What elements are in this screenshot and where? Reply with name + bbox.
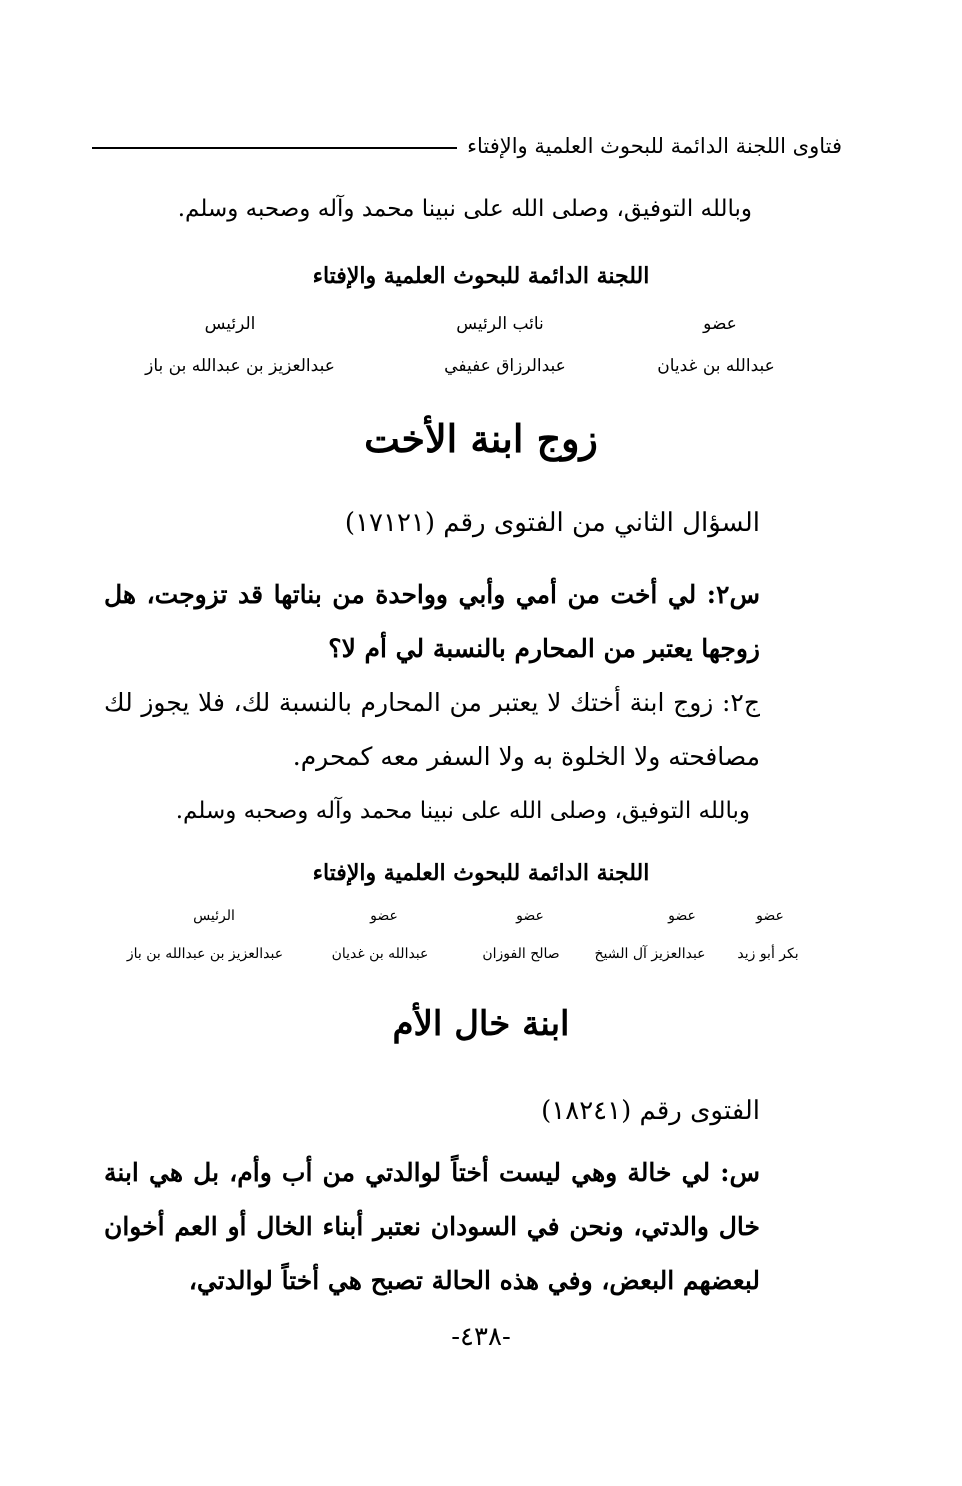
fatwa-title: ابنة خال الأم — [392, 1004, 570, 1044]
signature-name: عبدالعزيز بن عبدالله بن باز — [126, 946, 284, 962]
signature-name: بكر أبو زيد — [737, 946, 799, 962]
fatwa-title: زوج ابنة الأخت — [364, 416, 598, 461]
committee-name: اللجنة الدائمة للبحوث العلمية والإفتاء — [312, 860, 650, 886]
signature-role: عضو — [703, 314, 737, 334]
closing-line: وبالله التوفيق، وصلى الله على نبينا محمد وآله وصحبه وسلم. — [177, 196, 752, 222]
header-title: فتاوى اللجنة الدائمة للبحوث العلمية والإفتاء — [467, 134, 842, 158]
question-text: س: لي خالة وهي ليست أختاً لوالدتي من أب وأم، بل هي ابنة خال والدتي، ونحن في السودان نعتبر أبناء الخال أو العم أخوان لبعضهم البعض، وفي هذه الحالة تصبح هي أختاً لوالدتي، — [104, 1158, 760, 1295]
committee-name: اللجنة الدائمة للبحوث العلمية والإفتاء — [312, 263, 650, 289]
signature-role: عضو — [370, 908, 398, 924]
signature-role: عضو — [516, 908, 544, 924]
signature-role: الرئيس — [193, 908, 235, 924]
question-text: س٢: لي أخت من أمي وأبي وواحدة من بناتها قد تزوجت، هل زوجها يعتبر من المحارم بالنسبة لي أم لا؟ — [104, 580, 760, 663]
signature-role: عضو — [756, 908, 784, 924]
signature-name: صالح الفوزان — [482, 946, 560, 962]
signature-role: الرئيس — [204, 314, 256, 334]
signature-name: عبدالعزيز بن عبدالله بن باز — [145, 356, 335, 376]
page-number: -٤٣٨- — [451, 1322, 511, 1352]
fatwa-reference: الفتوى رقم (١٨٢٤١) — [541, 1096, 760, 1126]
signature-name: عبدالعزيز آل الشيخ — [594, 946, 706, 962]
header-rule — [92, 147, 457, 149]
signature-role: عضو — [668, 908, 696, 924]
signature-name: عبدالله بن غديان — [331, 946, 429, 962]
answer-text: ج٢: زوج ابنة أختك لا يعتبر من المحارم بالنسبة لك، فلا يجوز لك مصافحته ولا الخلوة به ولا السفر معه كمحرم. — [104, 688, 760, 771]
closing-line: وبالله التوفيق، وصلى الله على نبينا محمد وآله وصحبه وسلم. — [175, 798, 750, 824]
running-header — [92, 126, 842, 166]
fatwa-reference: السؤال الثاني من الفتوى رقم (١٧١٢١) — [344, 508, 760, 538]
signature-name: عبدالله بن غديان — [657, 356, 775, 376]
signature-role: نائب الرئيس — [456, 314, 544, 334]
signature-name: عبدالرزاق عفيفي — [444, 356, 566, 376]
